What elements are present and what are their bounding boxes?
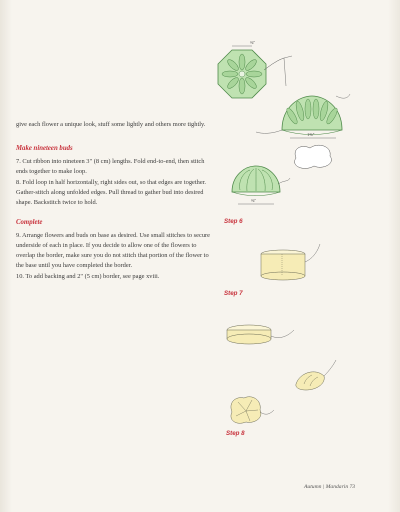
ribbon-loop-illustration — [261, 244, 320, 280]
octagon-flower-illustration — [218, 40, 292, 98]
dimension-label-low: ⅜" — [251, 198, 257, 203]
step-8-label: Step 8 — [226, 430, 245, 437]
step-10-paragraph: 10. To add backing and 2" (5 cm) border, see page xviii. — [16, 273, 160, 280]
dome-flower-illustration — [256, 94, 350, 168]
intro-paragraph: give each flower a unique look, stuff some lightly and others more tightly. — [16, 121, 206, 128]
bud-dome-illustration — [232, 166, 290, 204]
page-footer: Autumn | Mandarin 73 — [304, 484, 356, 490]
step-6-label: Step 6 — [224, 218, 243, 225]
step-7-label: Step 7 — [224, 290, 243, 297]
dimension-label-mid: 1⅜" — [307, 132, 315, 137]
gathered-bud-side-illustration — [296, 360, 336, 390]
folded-ring-illustration — [227, 325, 294, 344]
step-8-paragraph: 8. Fold loop in half horizontally, right sides out, so that edges are together. Gather-stitch along unfolded edges. Pull thread to gather bud into desired shape. Backstitch twice to hold. — [16, 179, 207, 206]
gathered-bud-top-illustration — [231, 397, 274, 424]
step-7-paragraph: 7. Cut ribbon into nineteen 3" (8 cm) lengths. Fold end-to-end, then stitch ends together to make loop. — [16, 158, 205, 175]
step-9-paragraph: 9. Arrange flowers and buds on base as desired. Use small stitches to secure underside of each in place. If you decide to allow one of the flowers to overlap the border, make sure you do not stitch that portion of the flower to the base until you have completed the border. — [16, 232, 210, 269]
dimension-label-top: ⅜" — [250, 40, 256, 45]
section-heading-buds: Make nineteen buds — [16, 145, 73, 152]
section-heading-complete: Complete — [16, 219, 43, 226]
